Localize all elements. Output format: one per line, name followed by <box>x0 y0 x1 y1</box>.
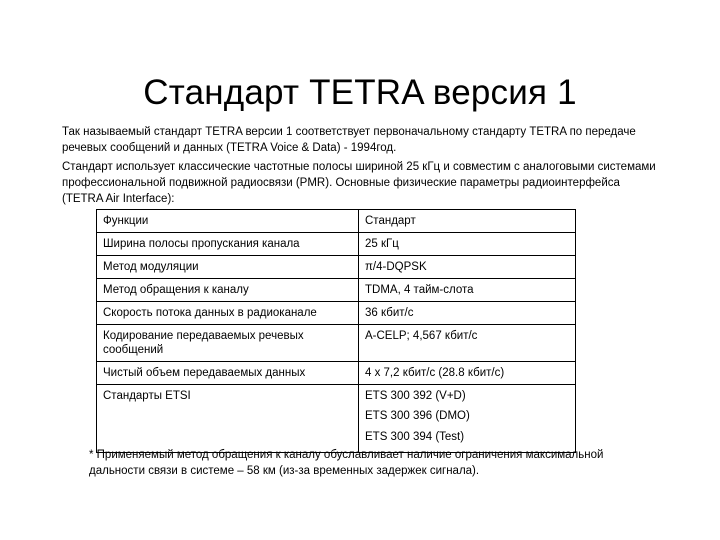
etsi-standard-item: ETS 300 394 (Test) <box>365 431 465 443</box>
table-cell-value: 25 кГц <box>359 233 576 256</box>
parameters-table <box>96 209 576 453</box>
table-row <box>97 302 576 325</box>
table-cell-function: Метод обращения к каналу <box>97 279 359 302</box>
table-cell-etsi-values <box>359 385 576 453</box>
table-cell-function: Скорость потока данных в радиоканале <box>97 302 359 325</box>
etsi-standard-item: ETS 300 396 (DMO) <box>365 410 470 422</box>
table-cell-value: TDMA, 4 тайм-слота <box>359 279 576 302</box>
table-cell-value: 36 кбит/с <box>359 302 576 325</box>
footnote: * Применяемый метод обращения к каналу обуславливает наличие ограничения максимальной дальности связи в системе – 58 км (из-за временных задержек сигнала). <box>89 449 604 477</box>
slide-title: Стандарт TETRA версия 1 <box>143 73 577 112</box>
table-cell-value: π/4-DQPSK <box>359 256 576 279</box>
header-cell-standard: Стандарт <box>359 210 576 233</box>
table-cell-function: Метод модуляции <box>97 256 359 279</box>
table-cell-function: Чистый объем передаваемых данных <box>97 362 359 385</box>
table-row <box>97 362 576 385</box>
description-paragraph: Стандарт использует классические частотные полосы шириной 25 кГц и совместим с аналоговыми системами профессиональной подвижной радиосвязи (PMR). Основные физические параметры радиоинтерфейса (TETRA Air Interface): <box>62 161 656 205</box>
table-row <box>97 233 576 256</box>
intro-paragraph: Так называемый стандарт TETRA версии 1 соответствует первоначальному стандарту TETRA по передаче речевых сообщений и данных (TETRA Voice & Data) - 1994год. <box>62 126 636 154</box>
table-row <box>97 325 576 362</box>
table-cell-function: Стандарты ETSI <box>97 385 359 453</box>
table-row <box>97 279 576 302</box>
table-header-row <box>97 210 576 233</box>
table-cell-value: A-CELP; 4,567 кбит/с <box>359 325 576 362</box>
table-cell-function: Ширина полосы пропускания канала <box>97 233 359 256</box>
table-cell-function: Кодирование передаваемых речевых сообщений <box>97 325 359 362</box>
table-row-etsi <box>97 385 576 453</box>
table-cell-value: 4 x 7,2 кбит/с (28.8 кбит/с) <box>359 362 576 385</box>
etsi-standard-item: ETS 300 392 (V+D) <box>365 390 466 402</box>
table-row <box>97 256 576 279</box>
header-cell-functions: Функции <box>97 210 359 233</box>
